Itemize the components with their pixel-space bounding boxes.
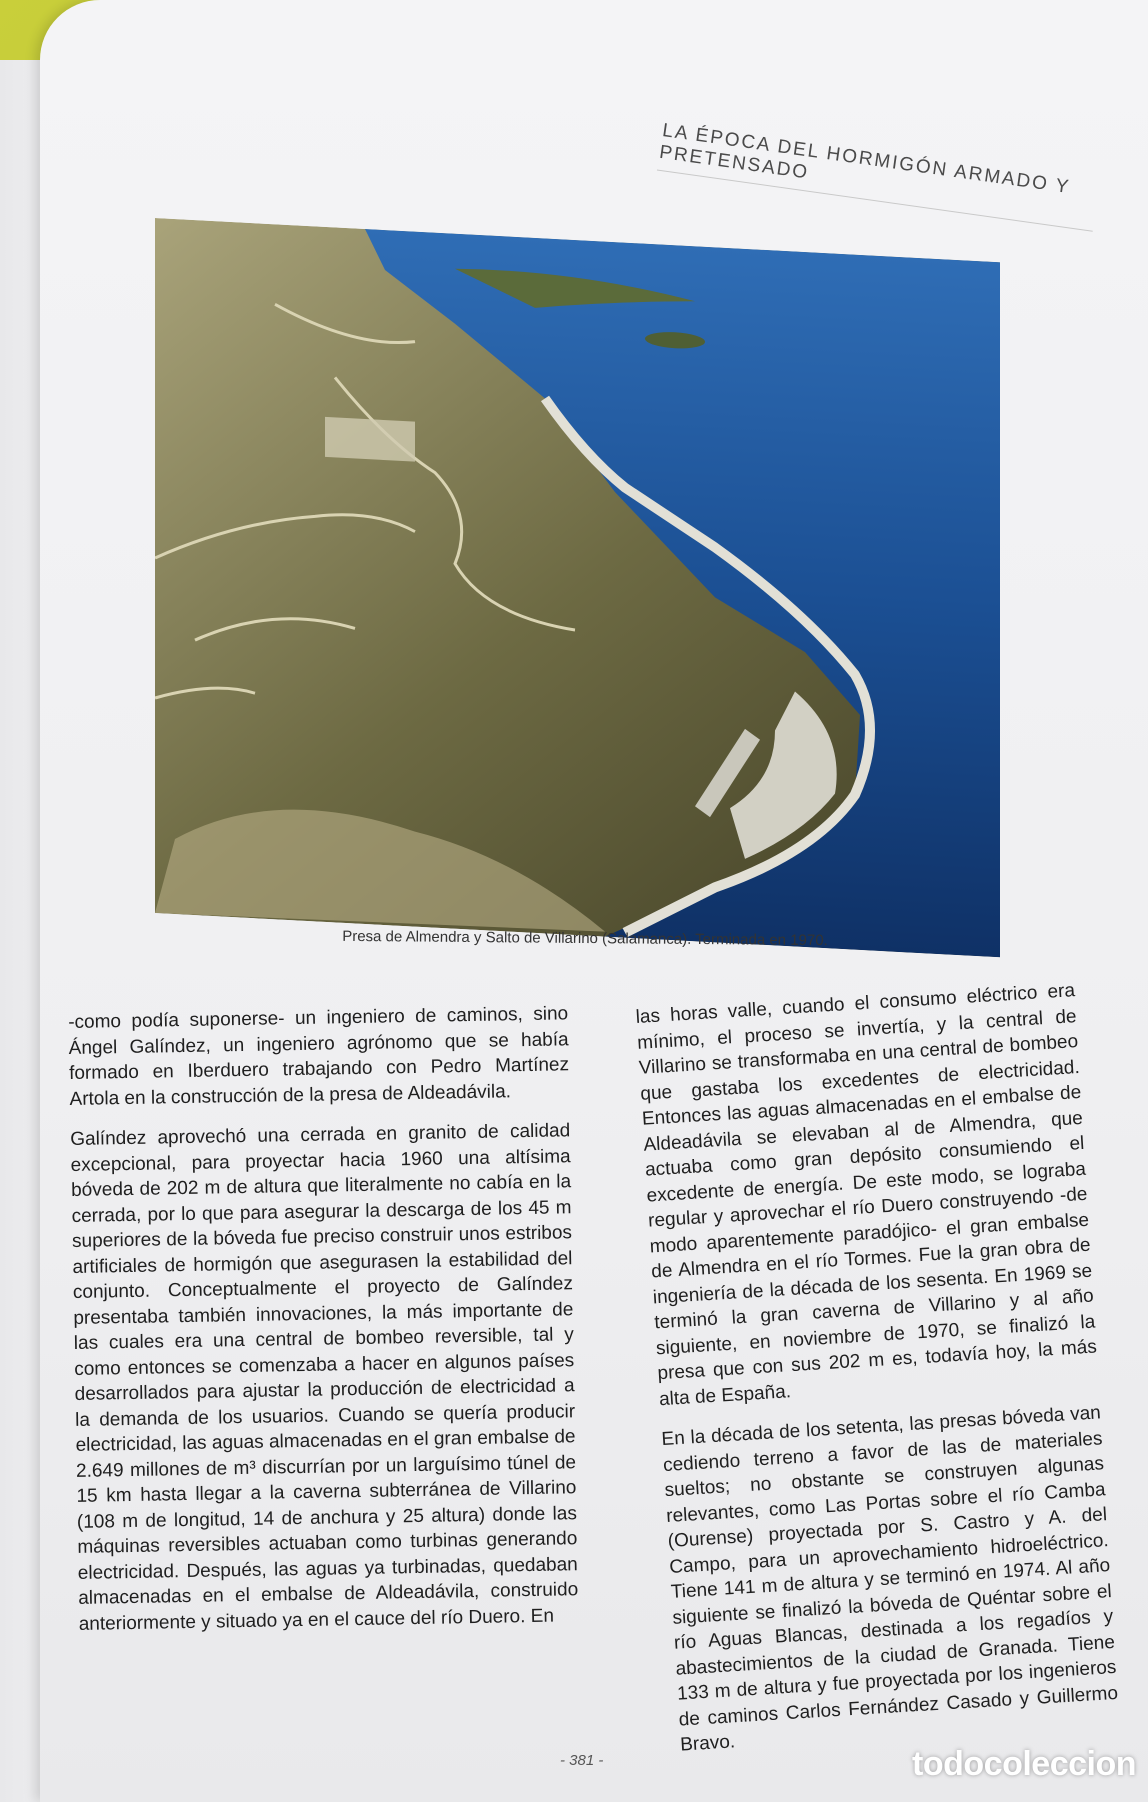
dam-photo-illustration [155, 218, 1000, 957]
paragraph: En la década de los setenta, las presas bóveda van cediendo terreno a favor de las de materiales sueltos; no obstante se construyen algunas relevantes, como Las Portas sobre el río Camba (Ourense) proyectada por S. Castro y A. del Campo, para un aprovechamiento hidroeléctrico. Tiene 141 m de altura y se terminó en 1974. Al año siguiente se finalizó la bóveda de Quéntar sobre el río Aguas Blancas, destinada a los regadíos y abastecimientos de la ciudad de Granada. Tiene 133 m de altura y fue proyectada por los ingenieros de caminos Carlos Fernández Casado y Guillermo Bravo. [660, 1402, 1119, 1756]
running-head: LA ÉPOCA DEL HORMIGÓN ARMADO Y PRETENSADO [657, 120, 1100, 232]
page-number: - 381 - [560, 1752, 604, 1769]
paragraph: Galíndez aprovechó una cerrada en granito de calidad excepcional, para proyectar hacia 1960 una altísima bóveda de 202 m de altura que literalmente no cabía en la cerrada, por lo que para asegurar la descarga de los 45 m superiores de la bóveda fue preciso construir unos estribos artificiales de hormigón que asegurasen la estabilidad del conjunto. Conceptualmente el proyecto de Galíndez presentaba también innovaciones, la más importante de las cuales era una central de bombeo reversible, tal y como entonces se comenzaba a hacer en algunos países desarrollados para ajustar la producción de electricidad a la demanda de los usuarios. Cuando se quería producir electricidad, las aguas almacenadas en el gran embalse de 2.649 millones de m³ discurrían por un larguísimo túnel de 15 km hasta llegar a la caverna subterránea de Villarino (108 m de longitud, 14 de anchura y 25 altura) donde las máquinas reversibles actuaban como turbinas generando electricidad. Después, las aguas ya turbinadas, quedaban almacenadas en el embalse de Aldeadávila, construido anteriormente y situado ya en el cauce del río Duero. En [70, 1120, 579, 1635]
text-column-right [635, 978, 1121, 1773]
paragraph: -como podía suponerse- un ingeniero de caminos, sino Ángel Galíndez, un ingeniero agrónomo que se había formado en Iberduero trabajando con Pedro Martínez Artola en la construcción de la presa de Aldeadávila. [68, 1003, 570, 1110]
construction-site [325, 417, 415, 462]
dam-aerial-photo [155, 218, 1000, 957]
text-column-left [68, 1001, 579, 1652]
site-watermark: todocoleccion [912, 1745, 1136, 1783]
photo-caption: Presa de Almendra y Salto de Villarino (Salamanca). Terminada en 1970. [342, 927, 828, 950]
paragraph: las horas valle, cuando el consumo eléctrico era mínimo, el proceso se invertía, y la central de Villarino se transformaba en una central de bombeo que gastaba los excedentes de electricidad. Entonces las aguas almacenadas en el embalse de Aldeadávila se elevaban al de Almendra, que actuaba como gran depósito consumiendo el excedente de energía. De este modo, se lograba regular y aprovechar el río Duero construyendo -de modo aparentemente paradójico- el gran embalse de Almendra en el río Tormes. Fue la gran obra de ingeniería de la década de los sesenta. En 1969 se terminó la gran caverna de Villarino y al año siguiente, en noviembre de 1970, se finalizó la presa que con sus 202 m es, todavía hoy, la más alta de España. [635, 980, 1098, 1410]
